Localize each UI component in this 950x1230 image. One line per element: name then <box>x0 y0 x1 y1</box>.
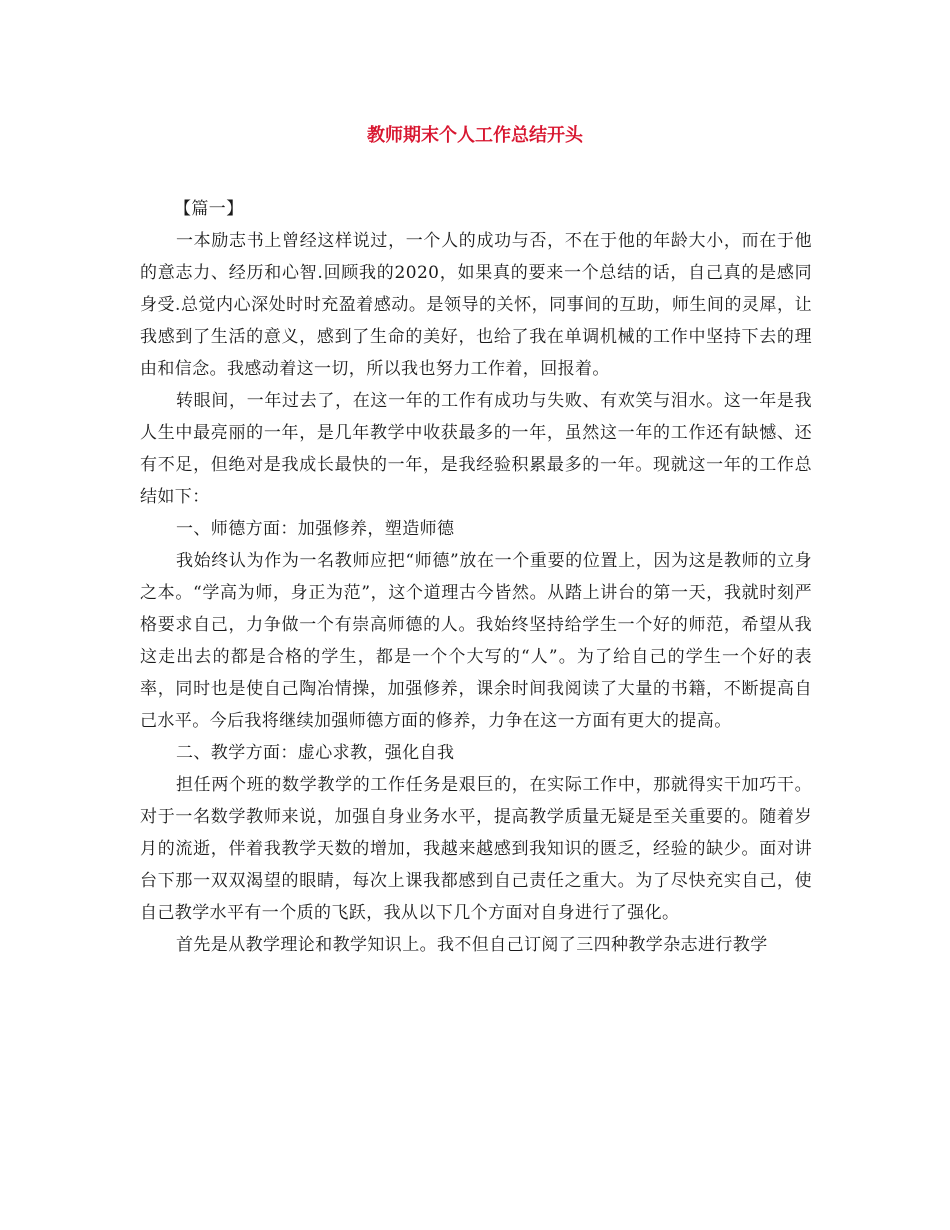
section-heading-ethics: 一、师德方面：加强修养，塑造师德 <box>176 519 455 539</box>
section-label: 【篇一】 <box>174 199 244 219</box>
paragraph-teaching: 担任两个班的数学教学的工作任务是艰巨的，在实际工作中，那就得实干加巧干。对于一名数学教师来说，加强自身业务水平，提高教学质量无疑是至关重要的。随着岁月的流逝，伴着我教学天数的增加，我越来越感到我知识的匮乏，经验的缺少。面对讲台下那一双双渴望的眼睛，每次上课我都感到自己责任之重大。为了尽快充实自己，使自己教学水平有一个质的飞跃，我从以下几个方面对自身进行了强化。 <box>140 775 812 923</box>
paragraph-ethics: 我始终认为作为一名教师应把“师德”放在一个重要的位置上，因为这是教师的立身之本。“学高为师，身正为范”，这个道理古今皆然。从踏上讲台的第一天，我就时刻严格要求自己，力争做一个有崇高师德的人。我始终坚持给学生一个好的师范，希望从我这走出去的都是合格的学生，都是一个个大写的“人”。为了给自己的学生一个好的表率，同时也是使自己陶冶情操，加强修养，课余时间我阅读了大量的书籍，不断提高自己水平。今后我将继续加强师德方面的修养，力争在这一方面有更大的提高。 <box>140 551 812 731</box>
document-body <box>140 193 812 961</box>
paragraph-theory: 首先是从教学理论和教学知识上。我不但自己订阅了三四种教学杂志进行教学 <box>176 935 768 955</box>
section-heading-teaching: 二、教学方面：虚心求教，强化自我 <box>176 743 455 763</box>
document-title: 教师期末个人工作总结开头 <box>367 125 583 146</box>
paragraph-intro: 一本励志书上曾经这样说过，一个人的成功与否，不在于他的年龄大小，而在于他的意志力、经历和心智.回顾我的2020，如果真的要来一个总结的话，自己真的是感同身受.总觉内心深处时时充盈着感动。是领导的关怀，同事间的互助，师生间的灵犀，让我感到了生活的意义，感到了生命的美好，也给了我在单调机械的工作中坚持下去的理由和信念。我感动着这一切，所以我也努力工作着，回报着。 <box>140 231 812 379</box>
paragraph-review: 转眼间，一年过去了，在这一年的工作有成功与失败、有欢笑与泪水。这一年是我人生中最亮丽的一年，是几年教学中收获最多的一年，虽然这一年的工作还有缺憾、还有不足，但绝对是我成长最快的一年，是我经验积累最多的一年。现就这一年的工作总结如下： <box>140 391 812 507</box>
